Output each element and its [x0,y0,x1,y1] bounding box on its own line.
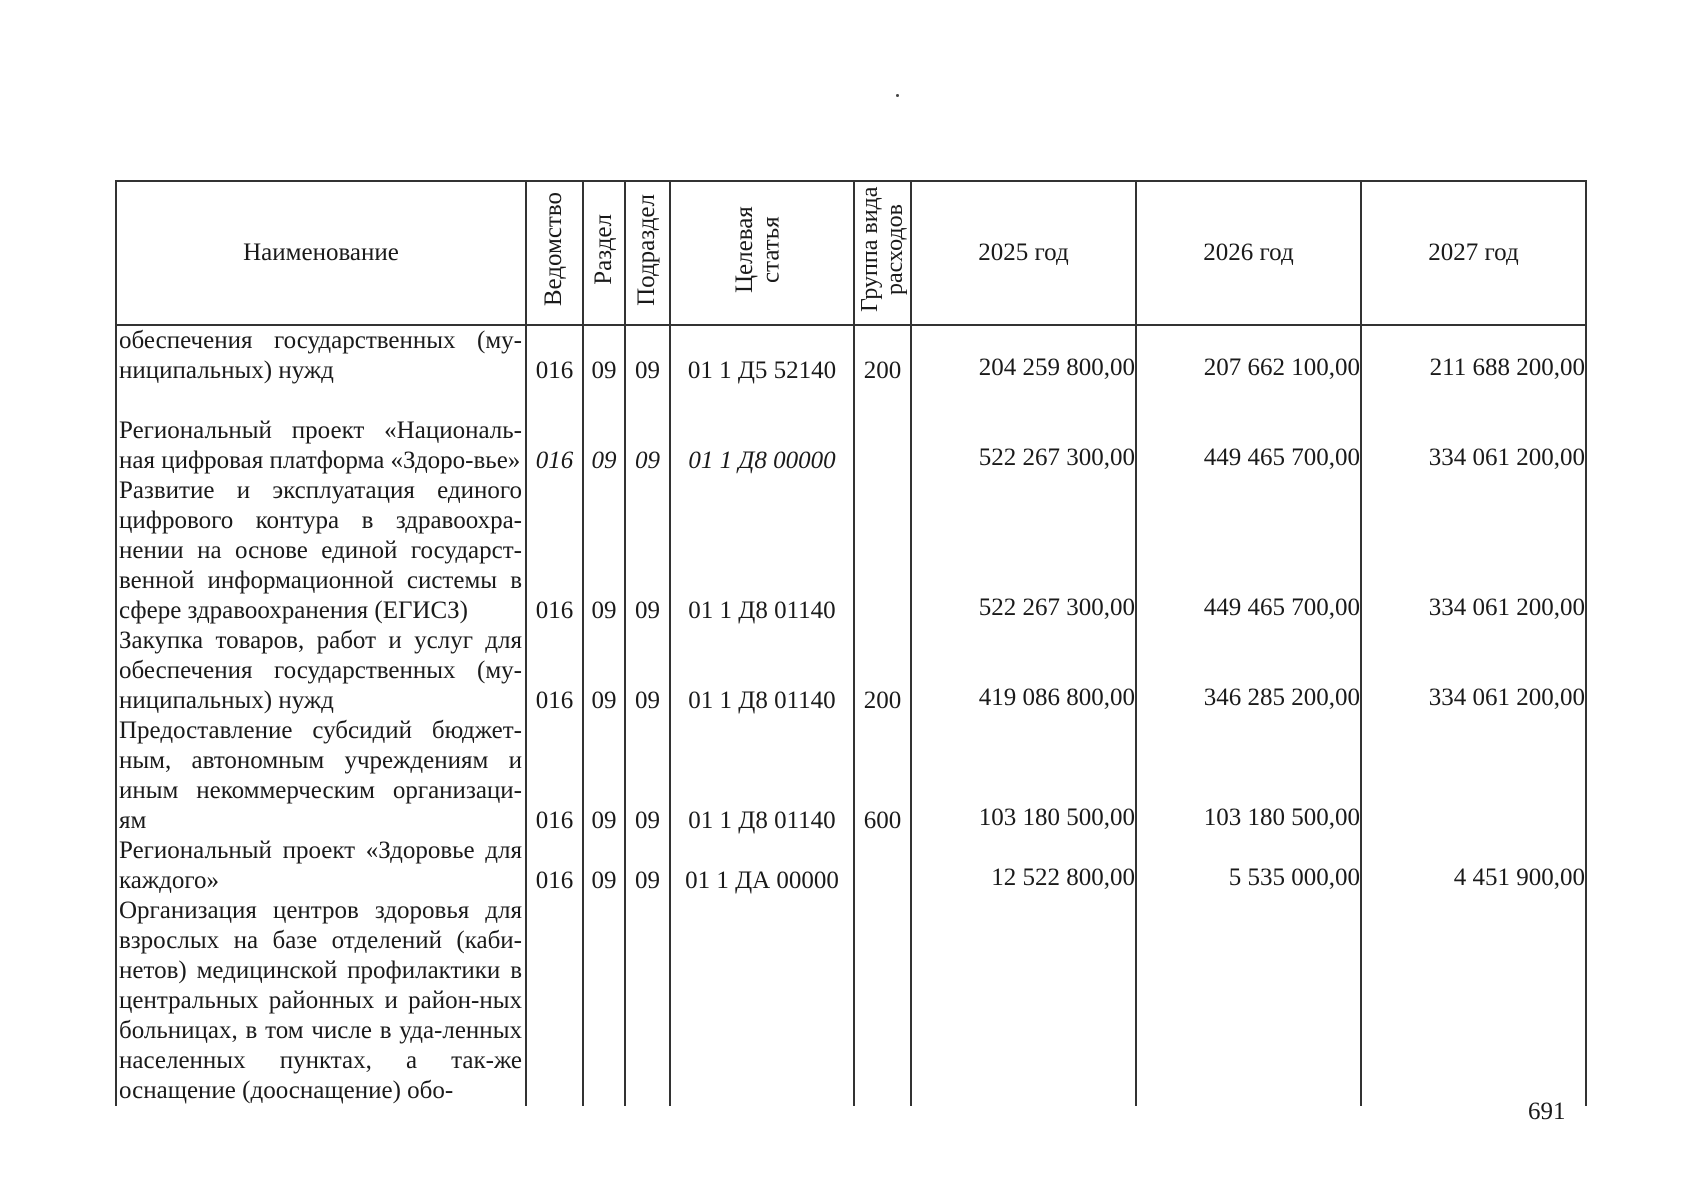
row-subsection: 09 [625,626,670,716]
table-row [116,716,1586,836]
row-name: Развитие и эксплуатация единого цифрового контура в здравоохра-нении на основе единой государст-венной информационной системы в сфере здравоохранения (ЕГИСЗ) [116,476,526,626]
row-target-item [670,896,854,1106]
row-subsection: 09 [625,325,670,386]
row-expense-group: 200 [854,626,911,716]
header-target-item: Целевая статья [670,181,854,325]
row-2026: 207 662 100,00 [1136,325,1361,386]
header-2026: 2026 год [1136,181,1361,325]
row-target-item: 01 1 Д8 01140 [670,716,854,836]
table-row [116,386,1586,476]
row-2027: 4 451 900,00 [1361,836,1586,896]
row-2026: 449 465 700,00 [1136,476,1361,626]
header-2027: 2027 год [1361,181,1586,325]
row-2025: 522 267 300,00 [911,386,1136,476]
row-department: 016 [526,325,583,386]
row-name: Региональный проект «Здоровье для каждого» [116,836,526,896]
row-name: Предоставление субсидий бюджет-ным, автономным учреждениям и иным некоммерческим организаци-ям [116,716,526,836]
row-section: 09 [583,386,625,476]
row-2025: 103 180 500,00 [911,716,1136,836]
row-expense-group [854,386,911,476]
row-subsection [625,896,670,1106]
row-2026 [1136,896,1361,1106]
row-section: 09 [583,325,625,386]
row-target-item: 01 1 Д8 01140 [670,626,854,716]
row-section: 09 [583,836,625,896]
row-target-item: 01 1 Д8 00000 [670,386,854,476]
table-row [116,836,1586,896]
row-2026: 346 285 200,00 [1136,626,1361,716]
row-expense-group: 600 [854,716,911,836]
row-section: 09 [583,476,625,626]
row-expense-group: 200 [854,325,911,386]
row-subsection: 09 [625,836,670,896]
row-subsection: 09 [625,386,670,476]
row-2026: 449 465 700,00 [1136,386,1361,476]
row-department [526,896,583,1106]
header-expense-group: Группа вида расходов [854,181,911,325]
row-name: обеспечения государственных (му-ниципальных) нужд [116,325,526,386]
row-department: 016 [526,836,583,896]
header-department: Ведомство [526,181,583,325]
row-subsection: 09 [625,476,670,626]
header-subsection: Подраздел [625,181,670,325]
header-section: Раздел [583,181,625,325]
row-section: 09 [583,716,625,836]
row-subsection: 09 [625,716,670,836]
row-section: 09 [583,626,625,716]
row-2027: 334 061 200,00 [1361,626,1586,716]
row-2026: 5 535 000,00 [1136,836,1361,896]
row-2027: 334 061 200,00 [1361,386,1586,476]
row-2025 [911,896,1136,1106]
row-2027 [1361,896,1586,1106]
row-name: Закупка товаров, работ и услуг для обеспечения государственных (му-ниципальных) нужд [116,626,526,716]
row-expense-group [854,896,911,1106]
scan-speck [896,94,899,97]
row-target-item: 01 1 Д5 52140 [670,325,854,386]
header-row [116,181,1586,325]
table-row [116,476,1586,626]
table-row [116,626,1586,716]
row-target-item: 01 1 Д8 01140 [670,476,854,626]
header-2025: 2025 год [911,181,1136,325]
row-department: 016 [526,476,583,626]
row-name: Организация центров здоровья для взрослых на базе отделений (каби-нетов) медицинской профилактики в центральных районных и район-ных больницах, в том числе в уда-ленных населенных пунктах, а так-же оснащение (дооснащение) обо- [116,896,526,1106]
header-name: Наименование [116,181,526,325]
row-department: 016 [526,716,583,836]
row-2027: 211 688 200,00 [1361,325,1586,386]
row-2025: 522 267 300,00 [911,476,1136,626]
row-2025: 12 522 800,00 [911,836,1136,896]
row-expense-group [854,476,911,626]
row-2027: 334 061 200,00 [1361,476,1586,626]
page-number: 691 [1528,1098,1566,1125]
table-row [116,325,1586,386]
row-name: Региональный проект «Националь-ная цифровая платформа «Здоро-вье» [116,386,526,476]
row-department: 016 [526,386,583,476]
budget-table [115,180,1587,1106]
table-row [116,896,1586,1106]
row-section [583,896,625,1106]
row-expense-group [854,836,911,896]
row-target-item: 01 1 ДА 00000 [670,836,854,896]
row-2026: 103 180 500,00 [1136,716,1361,836]
row-2025: 204 259 800,00 [911,325,1136,386]
row-2027 [1361,716,1586,836]
row-2025: 419 086 800,00 [911,626,1136,716]
row-department: 016 [526,626,583,716]
